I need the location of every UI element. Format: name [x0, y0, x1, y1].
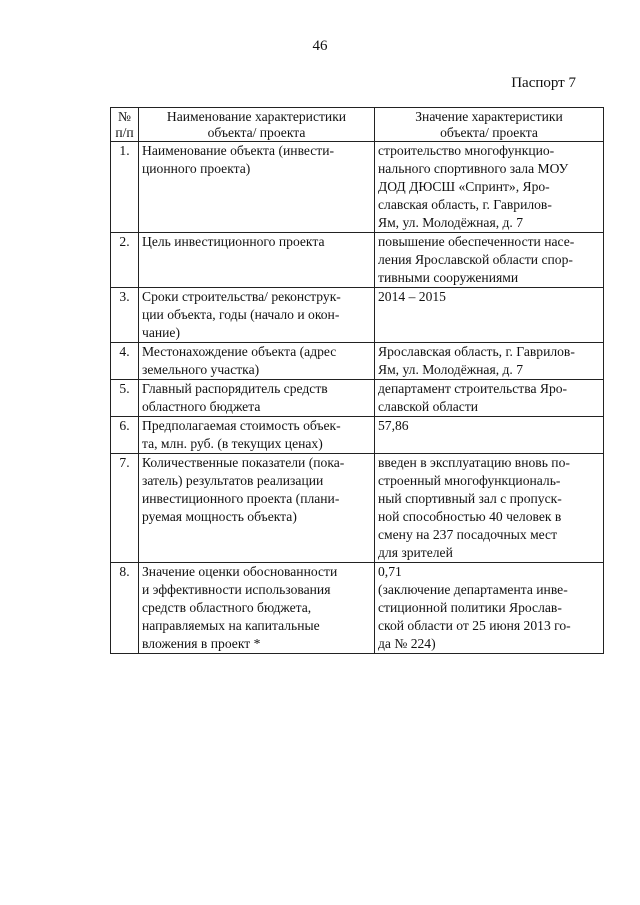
characteristic-name-cell-line: чание) [142, 325, 180, 340]
characteristic-value-cell-line: славская область, г. Гаврилов- [378, 197, 552, 212]
characteristic-name-cell-line: областного бюджета [142, 399, 261, 414]
table-row [111, 142, 604, 233]
header-num-line: № [118, 109, 131, 124]
passport-table [110, 107, 604, 654]
characteristic-name-cell [139, 288, 375, 343]
characteristic-name-cell-line: ционного проекта) [142, 161, 251, 176]
characteristic-name-cell-line: инвестиционного проекта (плани- [142, 491, 340, 506]
table-row [111, 380, 604, 417]
table-header-row [111, 108, 604, 142]
characteristic-value-cell-line: нального спортивного зала МОУ [378, 161, 569, 176]
characteristic-name-cell-line: руемая мощность объекта) [142, 509, 297, 524]
characteristic-value-cell-line: введен в эксплуатацию вновь по- [378, 455, 570, 470]
characteristic-value-cell-line: ДОД ДЮСШ «Спринт», Яро- [378, 179, 550, 194]
header-name-line: Наименование характеристики [166, 109, 347, 124]
row-number-cell: 8. [111, 563, 139, 654]
header-name-line: объекта/ проекта [207, 124, 306, 140]
row-number-cell: 2. [111, 233, 139, 288]
characteristic-value-cell [375, 563, 604, 654]
row-number-cell: 1. [111, 142, 139, 233]
header-name [139, 108, 375, 142]
characteristic-value-cell-line: Ярославская область, г. Гаврилов- [378, 344, 575, 359]
characteristic-value-cell-line: строенный многофункциональ- [378, 473, 561, 488]
characteristic-name-cell [139, 417, 375, 454]
characteristic-name-cell-line: Предполагаемая стоимость объек- [142, 418, 341, 433]
characteristic-value-cell [375, 454, 604, 563]
characteristic-value-cell-line: департамент строительства Яро- [378, 381, 568, 396]
characteristic-value-cell-line: тивными сооружениями [378, 270, 519, 285]
characteristic-name-cell [139, 380, 375, 417]
header-value [375, 108, 604, 142]
characteristic-value-cell-line: строительство многофункцио- [378, 143, 555, 158]
characteristic-name-cell [139, 233, 375, 288]
characteristic-value-cell-line: ной способностью 40 человек в [378, 509, 562, 524]
table-body [111, 142, 604, 654]
characteristic-value-cell [375, 142, 604, 233]
characteristic-value-cell-line: для зрителей [378, 545, 453, 560]
row-number-cell: 7. [111, 454, 139, 563]
characteristic-name-cell-line: средств областного бюджета, [142, 600, 312, 615]
characteristic-value-cell-line: (заключение департамента инве- [378, 582, 568, 597]
row-number-cell: 3. [111, 288, 139, 343]
characteristic-value-cell-line: смену на 237 посадочных мест [378, 527, 558, 542]
table-row [111, 563, 604, 654]
characteristic-name-cell-line: направляемых на капитальные [142, 618, 320, 633]
characteristic-value-cell-line: Ям, ул. Молодёжная, д. 7 [378, 362, 524, 377]
characteristic-value-cell-line: 57,86 [378, 418, 409, 433]
characteristic-value-cell-line: славской области [378, 399, 479, 414]
characteristic-name-cell-line: Главный распорядитель средств [142, 381, 328, 396]
row-number-cell: 5. [111, 380, 139, 417]
characteristic-name-cell-line: затель) результатов реализации [142, 473, 324, 488]
characteristic-name-cell-line: Местонахождение объекта (адрес [142, 344, 337, 359]
characteristic-name-cell [139, 343, 375, 380]
header-num [111, 108, 139, 142]
header-value-line: объекта/ проекта [440, 124, 538, 140]
characteristic-value-cell [375, 288, 604, 343]
characteristic-value-cell-line: стиционной политики Ярослав- [378, 600, 562, 615]
table-row [111, 288, 604, 343]
table-row [111, 233, 604, 288]
characteristic-name-cell [139, 142, 375, 233]
characteristic-name-cell-line: Сроки строительства/ реконструк- [142, 289, 341, 304]
characteristic-value-cell-line: ный спортивный зал с пропуск- [378, 491, 562, 506]
characteristic-name-cell [139, 563, 375, 654]
passport-label: Паспорт 7 [511, 75, 576, 91]
characteristic-name-cell-line: Наименование объекта (инвести- [142, 143, 335, 158]
characteristic-value-cell-line: 2014 – 2015 [378, 289, 446, 304]
characteristic-name-cell-line: Количественные показатели (пока- [142, 455, 345, 470]
header-num-line: п/п [115, 124, 134, 140]
characteristic-value-cell-line: да № 224) [378, 636, 436, 651]
row-number-cell: 6. [111, 417, 139, 454]
characteristic-name-cell-line: ции объекта, годы (начало и окон- [142, 307, 340, 322]
characteristic-value-cell [375, 380, 604, 417]
characteristic-value-cell-line: повышение обеспеченности насе- [378, 234, 575, 249]
characteristic-name-cell-line: та, млн. руб. (в текущих ценах) [142, 436, 323, 451]
characteristic-name-cell-line: и эффективности использования [142, 582, 331, 597]
characteristic-value-cell-line: ской области от 25 июня 2013 го- [378, 618, 571, 633]
page-number: 46 [312, 38, 328, 54]
characteristic-value-cell [375, 343, 604, 380]
characteristic-value-cell-line: 0,71 [378, 564, 402, 579]
table-row [111, 454, 604, 563]
characteristic-name-cell-line: Цель инвестиционного проекта [142, 234, 325, 249]
characteristic-name-cell-line: Значение оценки обоснованности [142, 564, 338, 579]
table-row [111, 417, 604, 454]
row-number-cell: 4. [111, 343, 139, 380]
header-value-line: Значение характеристики [415, 109, 563, 124]
characteristic-name-cell [139, 454, 375, 563]
characteristic-value-cell-line: ления Ярославской области спор- [378, 252, 573, 267]
characteristic-name-cell-line: вложения в проект * [142, 636, 261, 651]
characteristic-name-cell-line: земельного участка) [142, 362, 260, 377]
characteristic-value-cell [375, 417, 604, 454]
characteristic-value-cell [375, 233, 604, 288]
characteristic-value-cell-line: Ям, ул. Молодёжная, д. 7 [378, 215, 524, 230]
table-row [111, 343, 604, 380]
